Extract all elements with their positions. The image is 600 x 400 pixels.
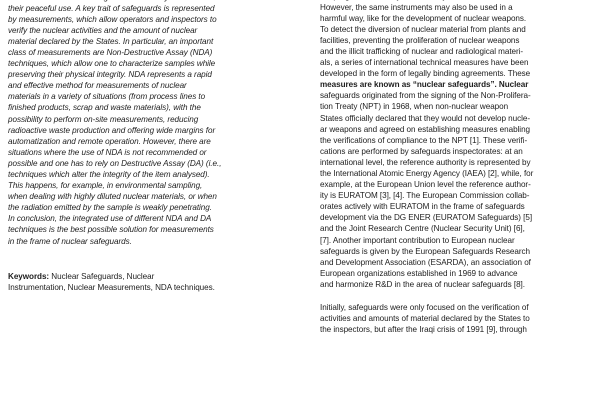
abstract-line: possible and one has to rely on Destructive Assay (DA) (i.e., — [8, 158, 222, 168]
abstract-line: class of measurements are Non-Destructive Assay (NDA) — [8, 47, 213, 57]
abstract-line: techniques, which allow one to characterize samples while — [8, 59, 216, 69]
body-line: development via the DG ENER (EURATOM Safeguards) [5] — [320, 213, 533, 223]
body-line: the inspectors, but after the Iraqi crisis of 1991 [9], through — [320, 325, 527, 335]
body-line: However, the same instruments may also be used in a — [320, 2, 513, 12]
body-line: European organizations established in 1969 to advance — [320, 268, 518, 278]
keywords-paragraph — [8, 271, 301, 293]
body-line: tion Treaty (NPT) in 1968, when non-nuclear weapon — [320, 102, 509, 112]
abstract-line: situations where the use of NDA is not recommended or — [8, 147, 207, 157]
body-line: harmful way, like for the development of nuclear weapons. — [320, 13, 527, 23]
body-line — [320, 0, 509, 1]
abstract-line: when dealing with highly diluted nuclear materials, or when — [8, 192, 217, 202]
body-line: [7]. Another important contribution to European nuclear — [320, 235, 515, 245]
abstract-line: This happens, for example, in environmental sampling, — [8, 181, 203, 191]
intro-paragraph — [320, 0, 596, 290]
body-line: cations are performed by safeguards inspectorates: at an — [320, 146, 523, 156]
body-line: the verifications of compliance to the NPT [1]. These verifi- — [320, 135, 528, 145]
body-line: States officially declared that they would not develop nucle- — [320, 113, 530, 123]
abstract-line — [8, 0, 180, 2]
body-line: and harmonize R&D in the area of nuclear safeguards [8]. — [320, 279, 525, 289]
body-line: safeguards is given by the European Safeguards Research — [320, 246, 530, 256]
body-line: To detect the diversion of nuclear material from plants and — [320, 24, 526, 34]
body-line: example, at the European Union level the reference author- — [320, 180, 531, 190]
body-line: ar weapons and agreed on establishing measures enabling — [320, 124, 531, 134]
keywords-line: Nuclear Safeguards, Nuclear — [49, 271, 155, 281]
abstract-line: radioactive waste production and offering wide margins for — [8, 125, 216, 135]
body-line: als, a series of international technical measures have been — [320, 58, 529, 68]
abstract-line: by measurements, which allow operators and inspectors to — [8, 14, 217, 24]
abstract-line: and effective method for measurements of nuclear — [8, 81, 187, 91]
abstract-line: techniques is the best possible solution for measurements — [8, 225, 214, 235]
abstract-line: preserving their physical integrity. NDA represents a rapid — [8, 70, 212, 80]
body-line: Initially, safeguards were only focused on the verification of — [320, 303, 529, 313]
body-line: developed in the form of legally binding agreements. These — [320, 69, 531, 79]
safeguards-history-paragraph — [320, 302, 596, 335]
abstract-line: In conclusion, the integrated use of different NDA and DA — [8, 214, 212, 224]
body-line: ity is EURATOM [3], [4]. The European Commission collab- — [320, 191, 530, 201]
body-line: facilities, preventing the proliferation of nuclear weapons — [320, 35, 520, 45]
keywords-line: Instrumentation, Nuclear Measurements, NDA techniques. — [8, 282, 215, 292]
abstract-line: automatization and remote operation. However, there are — [8, 136, 211, 146]
abstract-line: materials in a variety of situations (from process lines to — [8, 92, 206, 102]
abstract-line: possibility to perform on-site measurements, reducing — [8, 114, 199, 124]
abstract-line: finished products, scrap and waste materials), with the — [8, 103, 201, 113]
abstract-line: material declared by the States. In particular, an important — [8, 36, 214, 46]
abstract-line: in the frame of nuclear safeguards. — [8, 236, 132, 246]
body-line: international level, the reference authority is represented by — [320, 157, 531, 167]
left-column — [8, 0, 301, 293]
body-line: orates actively with EURATOM in the frame of safeguards — [320, 202, 525, 212]
keywords-label: Keywords: — [8, 271, 50, 281]
body-line: the International Atomic Energy Agency (IAEA) [2], while, for — [320, 169, 534, 178]
body-line: and the illicit trafficking of nuclear and radiological materi- — [320, 46, 524, 56]
body-line: safeguards originated from the signing of the Non-Prolifera- — [320, 91, 531, 101]
body-line: measures are known as “nuclear safeguards”. Nuclear — [320, 80, 529, 90]
body-line: activities and amounts of material declared by the States to — [320, 314, 530, 324]
abstract-line: their peaceful use. A key trait of safeguards is represented — [8, 3, 215, 13]
right-column — [320, 0, 596, 335]
abstract-paragraph — [8, 0, 301, 247]
body-line: and the Joint Research Centre (Nuclear Security Unit) [6], — [320, 224, 525, 234]
body-line: and Development Association (ESARDA), an association of — [320, 257, 531, 267]
abstract-line: the radiation emitted by the sample is weakly penetrating. — [8, 203, 212, 213]
abstract-line: techniques which alter the integrity of the item analysed). — [8, 170, 210, 179]
abstract-line: verify the nuclear activities and the amount of nuclear — [8, 25, 198, 35]
